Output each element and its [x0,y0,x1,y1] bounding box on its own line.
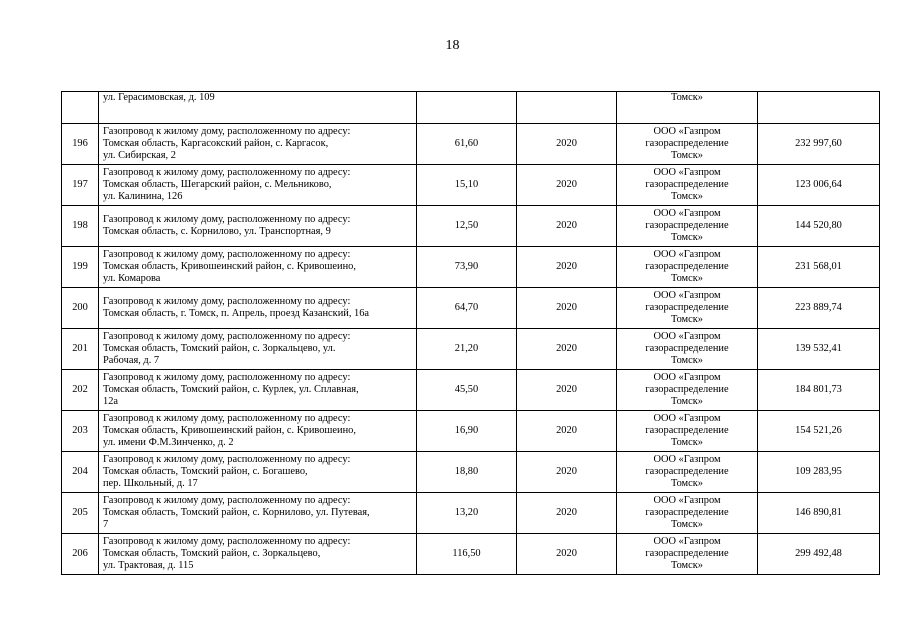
organization-line: Томск» [671,519,703,531]
organization-line: газораспределение [645,547,729,559]
cell-description [99,411,417,452]
description-line: ул. Сибирская, 2 [103,150,176,162]
cell-organization [617,452,758,493]
cell-length: 21,20 [417,329,517,370]
description-line: ул. имени Ф.М.Зинченко, д. 2 [103,437,234,449]
cell-description [99,165,417,206]
table-body [62,92,880,575]
cell-number: 198 [62,206,99,247]
description-line: ул. Комарова [103,273,161,285]
organization-line: газораспределение [645,465,729,477]
organization-line: Томск» [671,355,703,367]
cell-organization [617,329,758,370]
organization-line: ООО «Газпром [653,289,721,301]
description-line: Газопровод к жилому дому, расположенному по адресу: [103,213,351,225]
organization-line: газораспределение [645,506,729,518]
cell-length: 13,20 [417,493,517,534]
cell-year: 2020 [517,493,617,534]
description-line: Газопровод к жилому дому, расположенному по адресу: [103,166,351,178]
cell-year: 2020 [517,370,617,411]
cell-number: 199 [62,247,99,288]
description-line: Томская область, Томский район, с. Корнилово, ул. Путевая, [103,506,370,518]
cell-length: 64,70 [417,288,517,329]
cell-cost: 231 568,01 [758,247,880,288]
description-line: Газопровод к жилому дому, расположенному по адресу: [103,494,351,506]
cell-organization [617,247,758,288]
description-line: ул. Калинина, 126 [103,191,183,203]
cell-number: 206 [62,534,99,575]
organization-line: газораспределение [645,383,729,395]
organization-line: ООО «Газпром [653,248,721,260]
table-row [62,370,880,411]
cell-organization [617,411,758,452]
cell-description [99,534,417,575]
description-line: Томская область, Кривошеинский район, с. Кривошеино, [103,260,356,272]
cell-year: 2020 [517,411,617,452]
cell-year: 2020 [517,329,617,370]
cell-number: 197 [62,165,99,206]
organization-line: ООО «Газпром [653,412,721,424]
cell-year: 2020 [517,288,617,329]
description-line: Томская область, Томский район, с. Зоркальцево, [103,547,321,559]
description-line: Газопровод к жилому дому, расположенному по адресу: [103,412,351,424]
cell-description [99,452,417,493]
cell-organization [617,534,758,575]
page-number: 18 [445,38,460,53]
cell-year: 2020 [517,247,617,288]
organization-line: Томск» [671,191,703,203]
cell-description [99,92,417,124]
organization-line: Томск» [671,150,703,162]
cell-length: 116,50 [417,534,517,575]
cell-cost: 144 520,80 [758,206,880,247]
cell-cost: 184 801,73 [758,370,880,411]
cell-number: 203 [62,411,99,452]
organization-line: Томск» [671,396,703,408]
table-row [62,165,880,206]
description-line: Газопровод к жилому дому, расположенному по адресу: [103,125,351,137]
cell-description [99,493,417,534]
cell-length: 16,90 [417,411,517,452]
organization-line: Томск» [671,314,703,326]
organization-line: ООО «Газпром [653,207,721,219]
description-line: ул. Герасимовская, д. 109 [103,92,215,103]
cell-year: 2020 [517,165,617,206]
cell-number: 205 [62,493,99,534]
description-line: Газопровод к жилому дому, расположенному по адресу: [103,453,351,465]
cell-number: 196 [62,124,99,165]
organization-line: газораспределение [645,424,729,436]
organization-line: Томск» [671,92,703,103]
cell-organization [617,165,758,206]
cell-description [99,329,417,370]
organization-line: Томск» [671,437,703,449]
cell-number: 201 [62,329,99,370]
cell-length: 45,50 [417,370,517,411]
cell-description [99,124,417,165]
organization-line: газораспределение [645,301,729,313]
organization-line: Томск» [671,560,703,572]
cell-cost [758,92,880,124]
organization-line: ООО «Газпром [653,125,721,137]
cell-description [99,247,417,288]
description-line: Рабочая, д. 7 [103,355,160,367]
cell-description [99,288,417,329]
table-row [62,124,880,165]
cell-cost: 139 532,41 [758,329,880,370]
cell-organization [617,124,758,165]
organization-line: газораспределение [645,342,729,354]
description-line: ул. Трактовая, д. 115 [103,560,194,572]
description-line: Газопровод к жилому дому, расположенному по адресу: [103,371,351,383]
cell-description [99,206,417,247]
description-line: Томская область, Каргасокский район, с. Каргасок, [103,137,329,149]
table-row [62,452,880,493]
cell-cost: 123 006,64 [758,165,880,206]
table-row [62,534,880,575]
description-line: Томская область, с. Корнилово, ул. Транспортная, 9 [103,226,331,237]
cell-cost: 154 521,26 [758,411,880,452]
cell-year: 2020 [517,124,617,165]
cell-year [517,92,617,124]
cell-organization [617,288,758,329]
cell-number: 200 [62,288,99,329]
table-row [62,411,880,452]
organization-line: ООО «Газпром [653,330,721,342]
table-row [62,288,880,329]
cell-length: 61,60 [417,124,517,165]
cell-cost: 299 492,48 [758,534,880,575]
description-line: 7 [103,519,109,531]
cell-year: 2020 [517,534,617,575]
description-line: Томская область, Томский район, с. Зоркальцево, ул. [103,342,336,354]
cell-organization [617,493,758,534]
table-row [62,206,880,247]
cell-description [99,370,417,411]
description-line: Томская область, Шегарский район, с. Мельниково, [103,178,332,190]
table-row [62,247,880,288]
table-row [62,493,880,534]
organization-line: газораспределение [645,219,729,231]
organization-line: Томск» [671,478,703,490]
continuation-row [62,92,880,124]
description-line: Томская область, г. Томск, п. Апрель, проезд Казанский, 16а [103,308,370,319]
description-line: Газопровод к жилому дому, расположенному по адресу: [103,330,351,342]
cell-number [62,92,99,124]
organization-line: ООО «Газпром [653,453,721,465]
cell-length: 18,80 [417,452,517,493]
description-line: Газопровод к жилому дому, расположенному по адресу: [103,535,351,547]
cell-length: 12,50 [417,206,517,247]
cell-length [417,92,517,124]
organization-line: Томск» [671,232,703,244]
cell-cost: 223 889,74 [758,288,880,329]
cell-number: 204 [62,452,99,493]
cell-cost: 232 997,60 [758,124,880,165]
organization-line: ООО «Газпром [653,494,721,506]
organization-line: газораспределение [645,137,729,149]
cell-year: 2020 [517,452,617,493]
organization-line: газораспределение [645,178,729,190]
cell-cost: 146 890,81 [758,493,880,534]
cell-number: 202 [62,370,99,411]
description-line: Томская область, Кривошеинский район, с. Кривошеино, [103,424,356,436]
cell-organization [617,92,758,124]
description-line: Томская область, Томский район, с. Богашево, [103,465,308,477]
organization-line: газораспределение [645,260,729,272]
description-line: Газопровод к жилому дому, расположенному по адресу: [103,295,351,307]
cell-year: 2020 [517,206,617,247]
cell-length: 15,10 [417,165,517,206]
description-line: 12а [103,396,119,408]
organization-line: ООО «Газпром [653,371,721,383]
description-line: Томская область, Томский район, с. Курлек, ул. Сплавная, [103,383,359,395]
cell-organization [617,206,758,247]
cell-length: 73,90 [417,247,517,288]
organization-line: Томск» [671,273,703,285]
cell-cost: 109 283,95 [758,452,880,493]
table-row [62,329,880,370]
organization-line: ООО «Газпром [653,166,721,178]
description-line: Газопровод к жилому дому, расположенному по адресу: [103,248,351,260]
cell-organization [617,370,758,411]
description-line: пер. Школьный, д. 17 [103,478,198,490]
organization-line: ООО «Газпром [653,535,721,547]
gas-pipeline-table [61,91,880,575]
